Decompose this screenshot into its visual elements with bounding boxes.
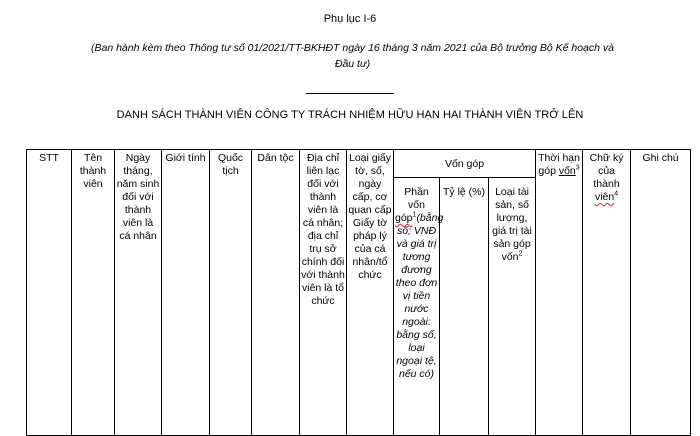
col-header-capital-share: Phần vốn góp$^1$(bằng số; VNĐ và giá trị tương đương theo đơn vị tiền nước ngoài: bằng số, loại ngoại tệ, nếu có): [394, 178, 440, 436]
col-header-deadline: Thời hạn góp vốn$^3$: [536, 150, 583, 436]
col-header-id-document: Loại giấy tờ, số, ngày cấp, cơ quan cấp Giấy tờ pháp lý của cá nhân/tổ chức: [347, 150, 394, 436]
col-header-name: Tên thành viên: [72, 150, 115, 436]
col-header-ratio: Tỷ lệ (%): [440, 178, 489, 436]
appendix-label: Phụ lục I-6: [323, 13, 377, 25]
col-header-signature: Chữ ký của thành viên$^4$: [583, 150, 631, 436]
col-header-notes: Ghi chú: [631, 150, 691, 436]
col-header-address: Địa chỉ liên lạc đối với thành viên là cá nhân; địa chỉ trụ sở chính đối với thành viên là tổ chức: [300, 150, 347, 436]
col-header-capital: Vốn góp: [394, 150, 536, 178]
col-header-stt: STT: [27, 150, 72, 436]
col-header-nationality: Quốc tịch: [210, 150, 252, 436]
divider-line: [306, 93, 394, 94]
col-header-ethnicity: Dân tộc: [252, 150, 300, 436]
col-header-gender: Giới tính: [162, 150, 210, 436]
col-header-asset-type: Loại tài sản, số lượng, giá trị tài sản góp vốn$^2$: [489, 178, 536, 436]
col-header-dob: Ngày tháng, năm sinh đối với thành viên là cá nhân: [115, 150, 162, 436]
member-list-table: [26, 149, 691, 436]
document-title: DANH SÁCH THÀNH VIÊN CÔNG TY TRÁCH NHIỆM HỮU HẠN HAI THÀNH VIÊN TRỞ LÊN: [116, 109, 584, 121]
document-subtitle: (Ban hành kèm theo Thông tư số 01/2021/TT-BKHĐT ngày 16 tháng 3 năm 2021 của Bộ trưởng Bộ Kế hoạch và Đầu tư): [90, 42, 614, 70]
